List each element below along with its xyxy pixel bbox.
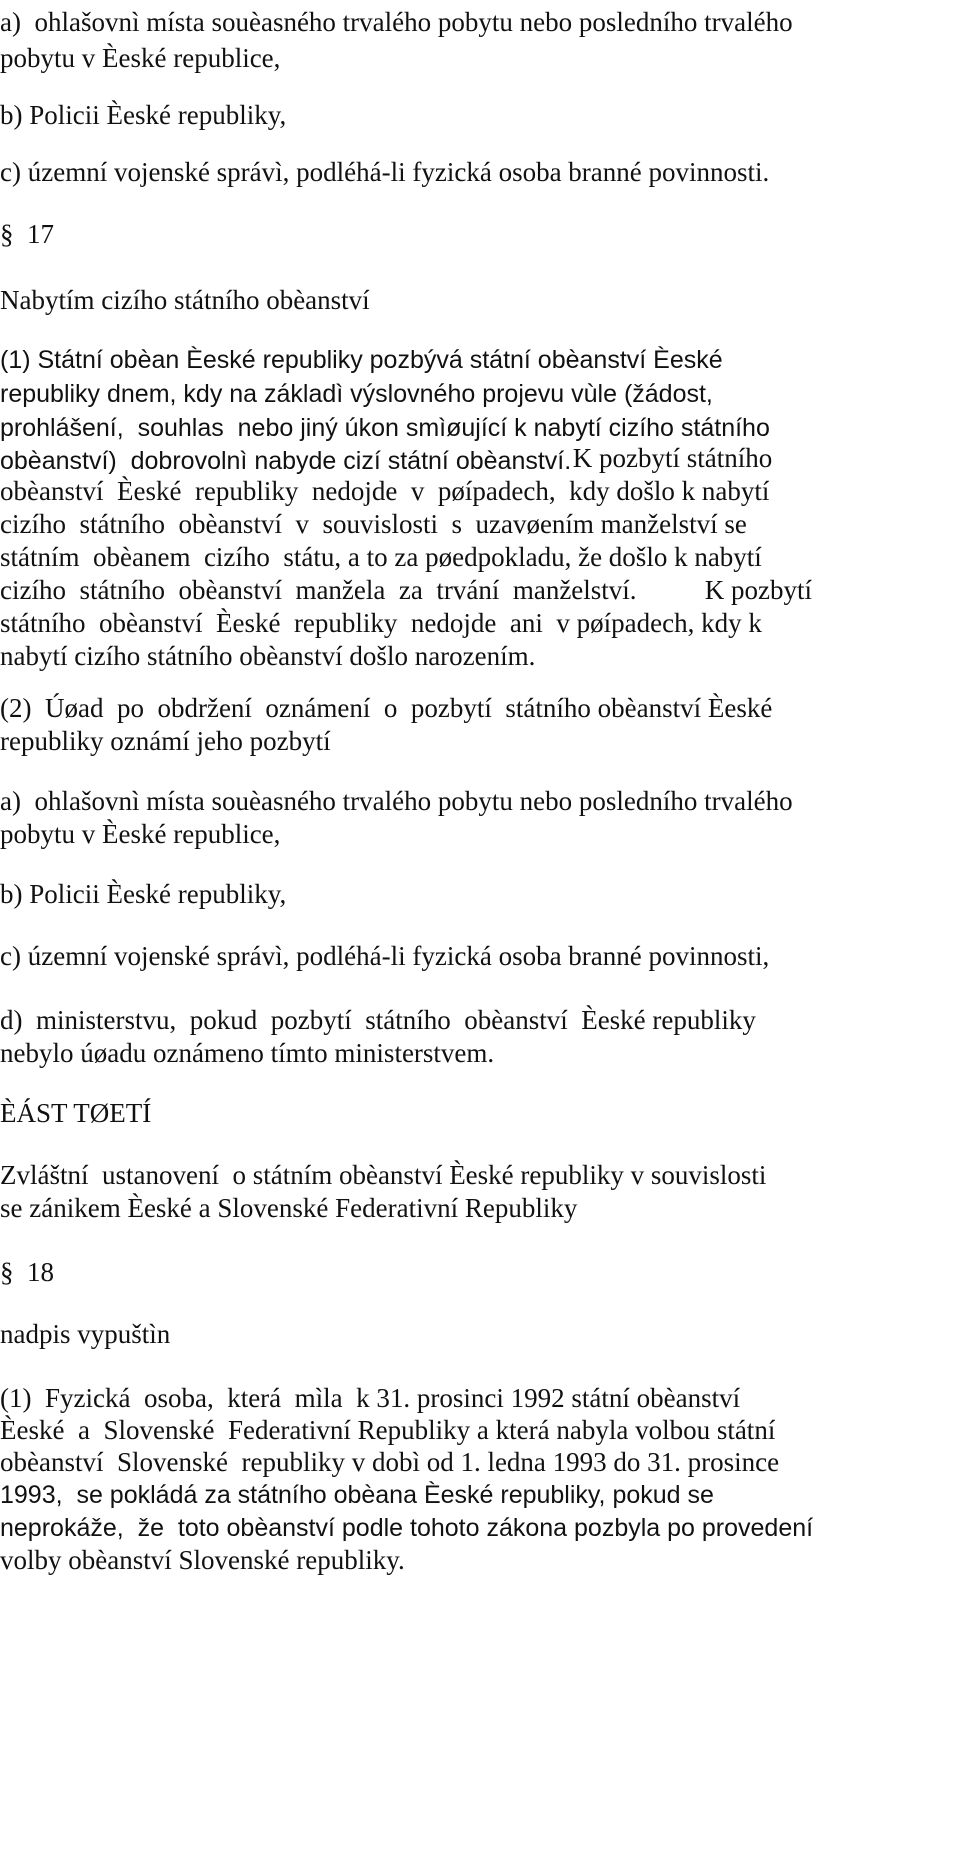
- paragraph-line: K pozbytí: [698, 575, 812, 605]
- paragraph-line: prohlášení, souhlas nebo jiný úkon smìøující k nabytí cizího státního: [0, 414, 770, 442]
- part-title: Zvláštní ustanovení o státním obèanství Èeské republiky v souvislosti: [0, 1160, 767, 1190]
- text-line: a) ohlašovnì místa souèasného trvalého pobytu nebo posledního trvalého: [0, 786, 793, 816]
- part-title: se zánikem Èeské a Slovenské Federativní Republiky: [0, 1193, 578, 1223]
- paragraph-line: neprokáže, že toto obèanství podle tohoto zákona pozbyla po provedení: [0, 1514, 814, 1542]
- text-line: a) ohlašovnì místa souèasného trvalého pobytu nebo posledního trvalého: [0, 7, 793, 37]
- paragraph-line: republiky oznámí jeho pozbytí: [0, 726, 331, 756]
- paragraph-line: K pozbytí státního: [566, 443, 773, 473]
- paragraph-line: nabytí cizího státního obèanství došlo narozením.: [0, 641, 536, 671]
- text-line: pobytu v Èeské republice,: [0, 819, 281, 849]
- section-title: nadpis vypuštìn: [0, 1319, 171, 1349]
- paragraph-line: republiky dnem, kdy na základì výslovného projevu vùle (žádost,: [0, 380, 713, 408]
- text-line: pobytu v Èeské republice,: [0, 43, 281, 73]
- paragraph-line: státního obèanství Èeské republiky nedojde ani v pøípadech, kdy k: [0, 608, 762, 638]
- section-heading: § 17: [0, 219, 54, 249]
- paragraph-line: (1) Fyzická osoba, která mìla k 31. prosinci 1992 státní obèanství: [0, 1383, 741, 1413]
- paragraph-line: Èeské a Slovenské Federativní Republiky a která nabyla volbou státní: [0, 1415, 776, 1445]
- section-title: Nabytím cizího státního obèanství: [0, 285, 370, 315]
- paragraph-line: cizího státního obèanství v souvislosti s uzavøením manželství se: [0, 509, 747, 539]
- paragraph-line: cizího státního obèanství manžela za trvání manželství.: [0, 575, 637, 605]
- part-heading: ÈÁST TØETÍ: [0, 1098, 152, 1128]
- paragraph-line: obèanství Slovenské republiky v dobì od 1. ledna 1993 do 31. prosince: [0, 1447, 780, 1477]
- text-line: c) územní vojenské správì, podléhá-li fyzická osoba branné povinnosti,: [0, 941, 770, 971]
- paragraph-line: obèanství) dobrovolnì nabyde cizí státní obèanství.: [0, 447, 572, 475]
- paragraph-line: státním obèanem cizího státu, a to za pøedpokladu, že došlo k nabytí: [0, 542, 762, 572]
- paragraph-line: obèanství Èeské republiky nedojde v pøípadech, kdy došlo k nabytí: [0, 476, 770, 506]
- paragraph-line: 1993, se pokládá za státního obèana Èeské republiky, pokud se: [0, 1481, 714, 1509]
- text-line: d) ministerstvu, pokud pozbytí státního obèanství Èeské republiky: [0, 1005, 756, 1035]
- paragraph-line: volby obèanství Slovenské republiky.: [0, 1545, 405, 1575]
- text-line: c) územní vojenské správì, podléhá-li fyzická osoba branné povinnosti.: [0, 157, 770, 187]
- section-heading: § 18: [0, 1257, 54, 1287]
- text-line: nebylo úøadu oznámeno tímto ministerstvem.: [0, 1038, 495, 1068]
- paragraph-line: (2) Úøad po obdržení oznámení o pozbytí státního obèanství Èeské: [0, 693, 773, 723]
- text-line: b) Policii Èeské republiky,: [0, 879, 287, 909]
- text-line: b) Policii Èeské republiky,: [0, 100, 287, 130]
- paragraph-line: (1) Státní obèan Èeské republiky pozbývá státní obèanství Èeské: [0, 346, 723, 374]
